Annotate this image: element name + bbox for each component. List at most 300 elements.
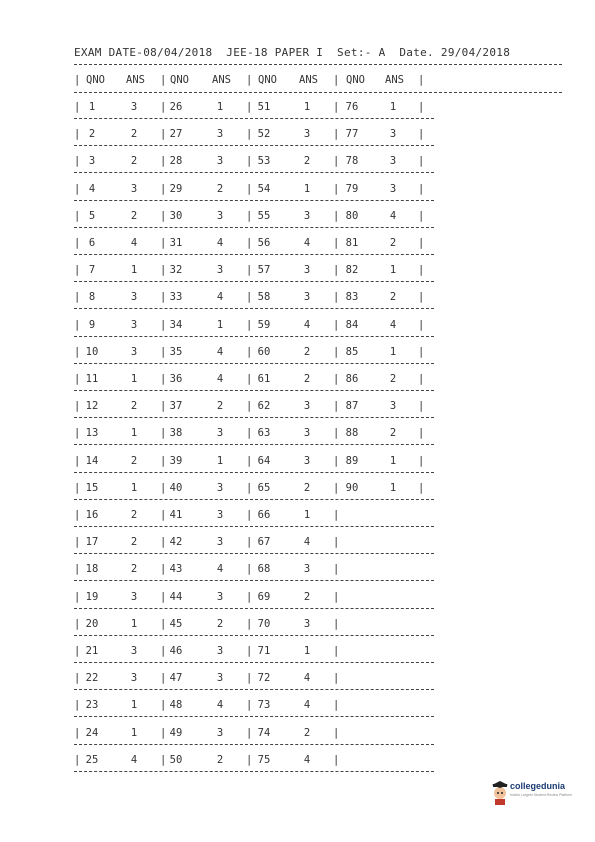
answer-value: 2 [130,128,138,140]
column-separator: | [333,237,340,249]
question-number: 66 [257,509,271,521]
row-rule [74,145,434,146]
answer-value: 2 [303,591,311,603]
question-number: 24 [85,727,99,739]
column-separator: | [246,645,253,657]
column-separator: | [333,727,340,739]
column-separator: | [418,482,425,494]
column-separator: | [333,482,340,494]
question-number: 76 [345,101,359,113]
column-separator: | [418,373,425,385]
question-number: 87 [345,400,359,412]
qno-header: QNO [258,74,277,86]
answer-value: 3 [303,264,311,276]
column-separator: | [74,563,81,575]
answer-value: 1 [303,509,311,521]
answer-value: 3 [130,319,138,331]
column-separator: | [74,672,81,684]
question-number: 15 [85,482,99,494]
row-rule [74,254,434,255]
column-separator: | [333,101,340,113]
question-number: 80 [345,210,359,222]
column-separator: | [246,319,253,331]
exam-header: EXAM DATE-08/04/2018 JEE-18 PAPER I Set:- A Date. 29/04/2018 [74,46,511,59]
question-number: 49 [169,727,183,739]
question-number: 2 [88,128,96,140]
column-separator: | [333,74,340,86]
column-separator: | [160,455,167,467]
answer-value: 3 [303,291,311,303]
column-separator: | [246,210,253,222]
column-separator: | [160,727,167,739]
answer-value: 3 [303,427,311,439]
question-number: 64 [257,455,271,467]
question-number: 37 [169,400,183,412]
row-rule [74,580,434,581]
row-rule [74,635,434,636]
question-number: 32 [169,264,183,276]
answer-value: 3 [130,672,138,684]
question-number: 85 [345,346,359,358]
column-separator: | [160,482,167,494]
answer-value: 4 [303,672,311,684]
column-separator: | [74,618,81,630]
question-number: 16 [85,509,99,521]
row-rule [74,172,434,173]
column-separator: | [246,563,253,575]
question-number: 33 [169,291,183,303]
question-number: 69 [257,591,271,603]
answer-value: 3 [303,210,311,222]
question-number: 44 [169,591,183,603]
row-rule [74,281,434,282]
column-separator: | [418,319,425,331]
answer-value: 4 [303,699,311,711]
column-separator: | [160,645,167,657]
answer-value: 3 [303,563,311,575]
question-number: 86 [345,373,359,385]
answer-value: 4 [216,563,224,575]
column-separator: | [74,427,81,439]
column-separator: | [333,291,340,303]
column-separator: | [74,210,81,222]
column-separator: | [160,563,167,575]
answer-value: 2 [303,155,311,167]
answer-value: 3 [130,645,138,657]
answer-value: 4 [130,237,138,249]
question-number: 51 [257,101,271,113]
question-number: 5 [88,210,96,222]
column-separator: | [246,291,253,303]
column-separator: | [160,754,167,766]
column-separator: | [160,536,167,548]
answer-value: 1 [303,101,311,113]
answer-value: 3 [216,155,224,167]
column-separator: | [333,563,340,575]
logo-wordmark: collegedunia [510,781,566,791]
qno-header: QNO [170,74,189,86]
question-number: 71 [257,645,271,657]
column-separator: | [74,699,81,711]
column-separator: | [418,346,425,358]
column-separator: | [418,74,425,86]
column-separator: | [418,101,425,113]
row-rule [74,689,434,690]
answer-value: 2 [389,291,397,303]
column-separator: | [74,455,81,467]
question-number: 25 [85,754,99,766]
answer-value: 4 [389,210,397,222]
column-separator: | [333,346,340,358]
question-number: 18 [85,563,99,575]
column-separator: | [160,400,167,412]
question-number: 53 [257,155,271,167]
column-separator: | [418,427,425,439]
question-number: 77 [345,128,359,140]
answer-value: 3 [130,346,138,358]
answer-value: 3 [303,455,311,467]
question-number: 79 [345,183,359,195]
question-number: 70 [257,618,271,630]
answer-value: 2 [130,563,138,575]
answer-value: 1 [389,264,397,276]
question-number: 19 [85,591,99,603]
answer-value: 4 [130,754,138,766]
question-number: 89 [345,455,359,467]
answer-value: 1 [130,482,138,494]
question-number: 75 [257,754,271,766]
column-separator: | [333,128,340,140]
column-separator: | [246,155,253,167]
question-number: 54 [257,183,271,195]
answer-value: 1 [130,264,138,276]
column-separator: | [246,427,253,439]
column-separator: | [160,699,167,711]
ans-header: ANS [299,74,318,86]
column-separator: | [74,291,81,303]
answer-value: 3 [389,183,397,195]
column-separator: | [246,618,253,630]
row-rule [74,499,434,500]
column-separator: | [246,591,253,603]
question-number: 1 [88,101,96,113]
question-number: 72 [257,672,271,684]
column-separator: | [246,346,253,358]
column-separator: | [74,183,81,195]
question-number: 9 [88,319,96,331]
column-separator: | [160,210,167,222]
column-separator: | [418,455,425,467]
answer-value: 2 [130,509,138,521]
column-separator: | [160,618,167,630]
answer-value: 3 [216,264,224,276]
column-separator: | [160,591,167,603]
column-separator: | [246,400,253,412]
question-number: 30 [169,210,183,222]
answer-value: 2 [303,482,311,494]
question-number: 73 [257,699,271,711]
answer-value: 1 [216,455,224,467]
answer-value: 3 [303,618,311,630]
question-number: 45 [169,618,183,630]
question-number: 41 [169,509,183,521]
qno-header: QNO [346,74,365,86]
answer-value: 2 [130,155,138,167]
column-separator: | [418,264,425,276]
column-separator: | [246,727,253,739]
answer-value: 3 [389,155,397,167]
row-rule [74,744,434,745]
column-separator: | [160,346,167,358]
question-number: 11 [85,373,99,385]
column-separator: | [333,427,340,439]
column-separator: | [160,291,167,303]
column-separator: | [333,699,340,711]
answer-value: 3 [216,645,224,657]
question-number: 6 [88,237,96,249]
column-separator: | [333,155,340,167]
answer-value: 3 [130,591,138,603]
answer-value: 2 [303,373,311,385]
question-number: 83 [345,291,359,303]
row-rule [74,336,434,337]
column-separator: | [333,400,340,412]
answer-value: 1 [130,699,138,711]
column-separator: | [246,455,253,467]
column-separator: | [74,237,81,249]
answer-value: 2 [389,373,397,385]
column-separator: | [246,237,253,249]
column-separator: | [160,319,167,331]
column-separator: | [74,128,81,140]
row-rule [74,444,434,445]
answer-value: 3 [216,672,224,684]
question-number: 78 [345,155,359,167]
question-number: 59 [257,319,271,331]
row-rule [74,608,434,609]
row-rule [74,662,434,663]
question-number: 23 [85,699,99,711]
answer-value: 3 [216,210,224,222]
column-separator: | [333,618,340,630]
column-separator: | [246,672,253,684]
row-rule [74,200,434,201]
question-number: 61 [257,373,271,385]
answer-value: 2 [303,727,311,739]
answer-value: 2 [389,427,397,439]
question-number: 57 [257,264,271,276]
answer-value: 2 [303,346,311,358]
question-number: 29 [169,183,183,195]
question-number: 40 [169,482,183,494]
answer-value: 3 [130,291,138,303]
row-rule [74,118,434,119]
answer-value: 4 [216,699,224,711]
answer-value: 3 [389,400,397,412]
question-number: 90 [345,482,359,494]
answer-value: 1 [389,101,397,113]
column-separator: | [246,373,253,385]
question-number: 62 [257,400,271,412]
question-number: 82 [345,264,359,276]
question-number: 28 [169,155,183,167]
column-separator: | [246,536,253,548]
question-number: 36 [169,373,183,385]
column-separator: | [246,264,253,276]
logo-tagline: India's Largest Student Review Platform [510,793,573,797]
question-number: 34 [169,319,183,331]
column-separator: | [418,155,425,167]
column-separator: | [333,536,340,548]
answer-value: 1 [216,319,224,331]
question-number: 42 [169,536,183,548]
row-rule [74,308,434,309]
answer-value: 1 [130,373,138,385]
column-separator: | [333,754,340,766]
question-number: 43 [169,563,183,575]
column-separator: | [333,591,340,603]
answer-value: 1 [389,482,397,494]
column-separator: | [74,482,81,494]
question-number: 14 [85,455,99,467]
question-number: 22 [85,672,99,684]
answer-value: 3 [303,400,311,412]
row-rule [74,472,434,473]
answer-value: 4 [389,319,397,331]
answer-value: 4 [216,291,224,303]
header-rule-bottom [74,92,562,93]
answer-value: 2 [216,183,224,195]
row-rule [74,417,434,418]
answer-value: 1 [303,183,311,195]
question-number: 48 [169,699,183,711]
question-number: 81 [345,237,359,249]
answer-value: 1 [130,618,138,630]
question-number: 31 [169,237,183,249]
column-separator: | [246,183,253,195]
question-number: 56 [257,237,271,249]
question-number: 74 [257,727,271,739]
column-separator: | [74,754,81,766]
question-number: 67 [257,536,271,548]
question-number: 46 [169,645,183,657]
column-separator: | [74,400,81,412]
column-separator: | [74,509,81,521]
question-number: 84 [345,319,359,331]
column-separator: | [160,509,167,521]
question-number: 60 [257,346,271,358]
answer-value: 1 [130,427,138,439]
row-rule [74,716,434,717]
answer-value: 4 [303,237,311,249]
column-separator: | [74,591,81,603]
column-separator: | [418,183,425,195]
answer-value: 3 [130,101,138,113]
column-separator: | [74,74,81,86]
column-separator: | [333,509,340,521]
row-rule [74,363,434,364]
column-separator: | [246,509,253,521]
answer-value: 4 [216,346,224,358]
row-rule [74,227,434,228]
column-separator: | [74,101,81,113]
header-rule-top [74,64,562,65]
column-separator: | [160,672,167,684]
column-separator: | [246,754,253,766]
column-separator: | [418,237,425,249]
question-number: 13 [85,427,99,439]
question-number: 7 [88,264,96,276]
column-separator: | [418,210,425,222]
column-separator: | [418,128,425,140]
column-separator: | [160,101,167,113]
answer-value: 3 [216,482,224,494]
row-rule [74,553,434,554]
row-rule [74,390,434,391]
column-separator: | [160,74,167,86]
column-separator: | [333,183,340,195]
answer-value: 3 [216,128,224,140]
question-number: 39 [169,455,183,467]
question-number: 68 [257,563,271,575]
answer-value: 3 [216,427,224,439]
question-number: 35 [169,346,183,358]
column-separator: | [246,699,253,711]
question-number: 3 [88,155,96,167]
question-number: 88 [345,427,359,439]
ans-header: ANS [212,74,231,86]
column-separator: | [418,400,425,412]
row-rule [74,771,434,772]
answer-value: 2 [130,210,138,222]
question-number: 58 [257,291,271,303]
answer-value: 1 [303,645,311,657]
question-number: 8 [88,291,96,303]
column-separator: | [74,264,81,276]
answer-value: 3 [216,591,224,603]
column-separator: | [333,672,340,684]
column-separator: | [333,210,340,222]
answer-value: 2 [216,754,224,766]
answer-value: 1 [130,727,138,739]
answer-value: 1 [389,346,397,358]
question-number: 21 [85,645,99,657]
question-number: 26 [169,101,183,113]
answer-value: 1 [216,101,224,113]
question-number: 27 [169,128,183,140]
answer-value: 1 [389,455,397,467]
question-number: 50 [169,754,183,766]
question-number: 47 [169,672,183,684]
column-separator: | [160,155,167,167]
column-separator: | [74,155,81,167]
column-separator: | [160,128,167,140]
column-separator: | [246,128,253,140]
answer-value: 3 [389,128,397,140]
column-separator: | [160,264,167,276]
answer-value: 2 [216,400,224,412]
answer-value: 4 [216,373,224,385]
question-number: 20 [85,618,99,630]
column-separator: | [246,482,253,494]
answer-value: 2 [130,455,138,467]
question-number: 17 [85,536,99,548]
column-separator: | [160,427,167,439]
ans-header: ANS [385,74,404,86]
answer-value: 4 [303,536,311,548]
column-separator: | [246,74,253,86]
answer-value: 3 [216,727,224,739]
